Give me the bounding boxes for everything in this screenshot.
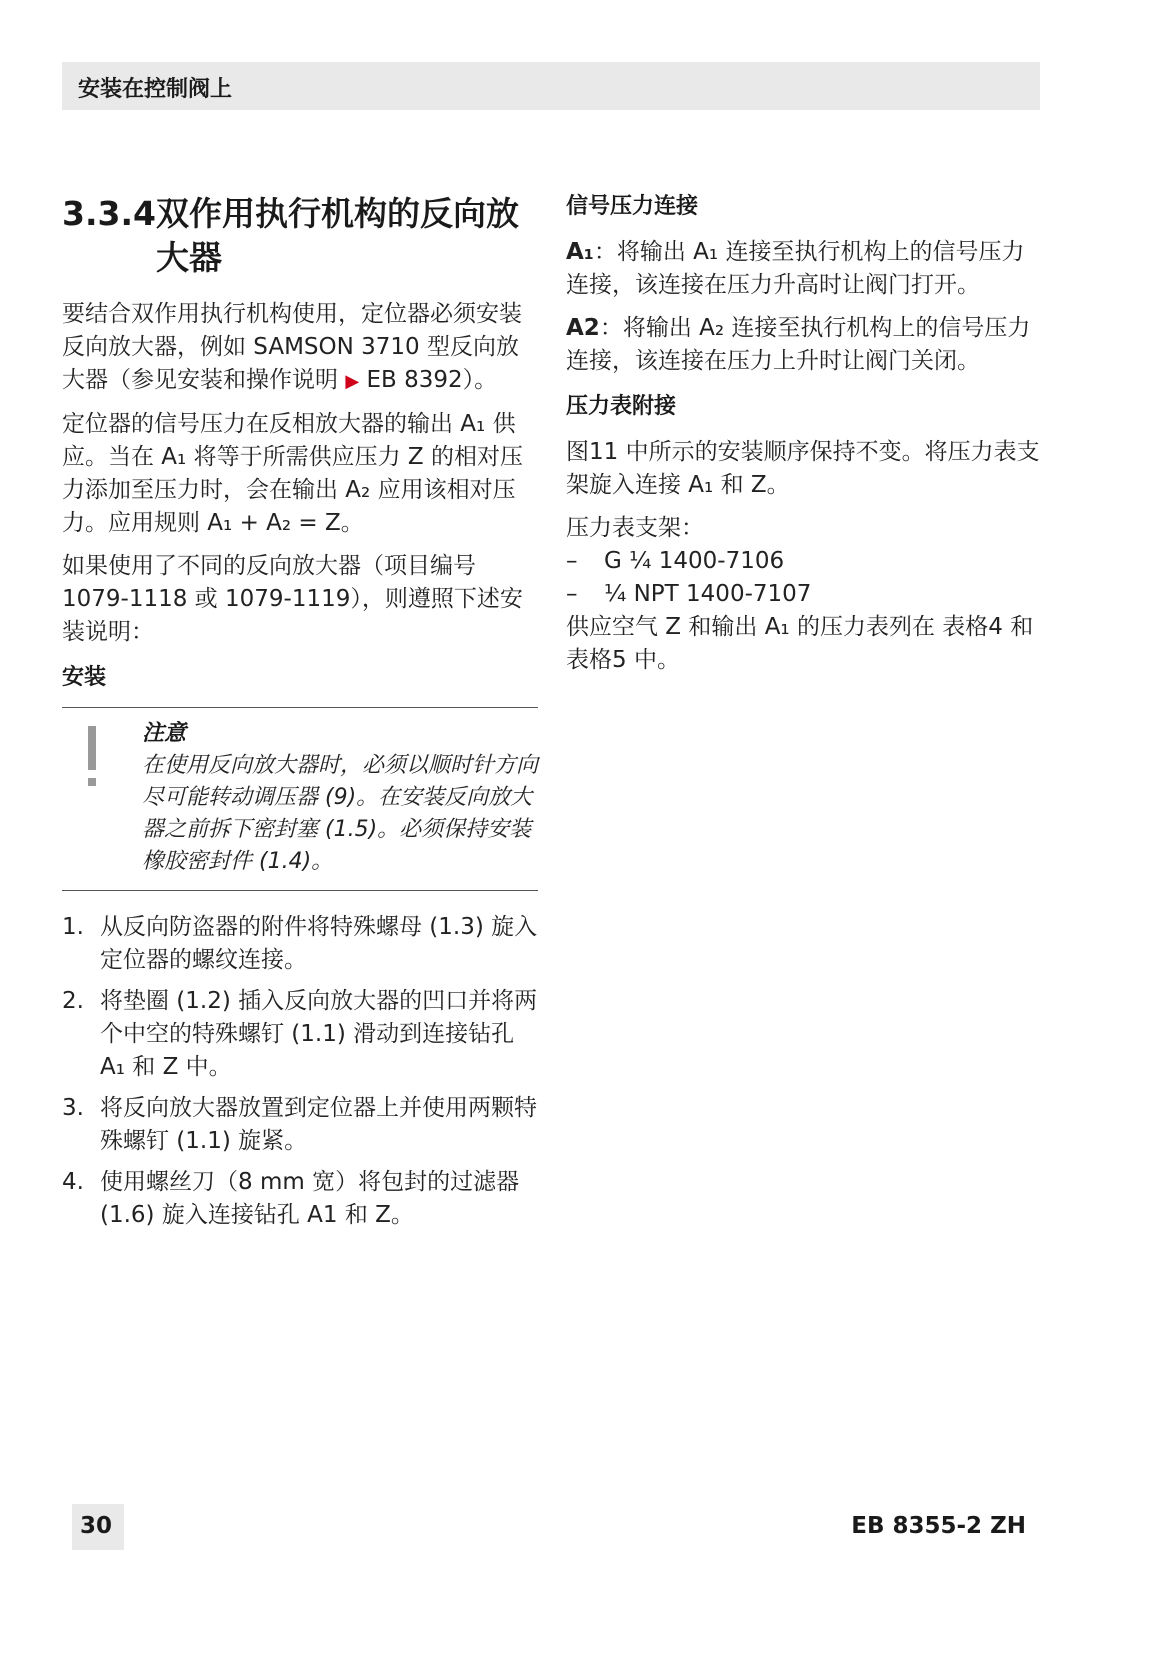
step-number: 2. [62, 988, 84, 1014]
step-item [62, 1166, 538, 1232]
intro-text-reference: EB 8392）。 [359, 367, 498, 393]
gauge-bracket-item [566, 545, 1042, 578]
signal-connection-heading: 信号压力连接 [566, 194, 699, 219]
left-column [62, 192, 538, 1240]
page-number-box [72, 1504, 124, 1550]
step-number: 4. [62, 1169, 84, 1195]
step-text: 使用螺丝刀（8 mm 宽）将包封的过滤器 (1.6) 旋入连接钻孔 A1 和 Z。 [100, 1169, 520, 1228]
section-title: 双作用执行机构的反向放大器 [156, 194, 519, 277]
a2-text: ：将输出 A₂ 连接至执行机构上的信号压力连接，该连接在压力上升时让阀门关闭。 [566, 315, 1031, 374]
section-heading [62, 192, 538, 280]
signal-pressure-paragraph: 定位器的信号压力在反相放大器的输出 A₁ 供应。当在 A₁ 将等于所需供应压力 Z 的相对压力添加至压力时，会在输出 A₂ 应用该相对压力。应用规则 A₁ + A₂ = Z。 [62, 411, 523, 536]
step-item [62, 985, 538, 1084]
step-text: 从反向防盗器的附件将特殊螺母 (1.3) 旋入定位器的螺纹连接。 [100, 914, 538, 973]
gauge-paragraph: 图11 中所示的安装顺序保持不变。将压力表支架旋入连接 A₁ 和 Z。 [566, 439, 1040, 498]
page-number: 30 [80, 1513, 113, 1539]
exclamation-icon [86, 726, 98, 790]
link-arrow-icon[interactable]: ▶ [345, 371, 360, 392]
step-text: 将反向放大器放置到定位器上并使用两颗特殊螺钉 (1.1) 旋紧。 [100, 1095, 537, 1154]
running-header [62, 62, 1040, 110]
notice-text: 在使用反向放大器时，必须以顺时针方向尽可能转动调压器 (9)。在安装反向放大器之前拆下密封塞 (1.5)。必须保持安装橡胶密封件 (1.4)。 [142, 753, 539, 874]
a1-label: A₁ [566, 239, 594, 265]
install-heading: 安装 [62, 665, 107, 690]
running-header-title: 安装在控制阀上 [78, 77, 233, 102]
gauge-bracket-text: ¼ NPT 1400-7107 [604, 581, 812, 607]
gauge-bracket-item [566, 578, 1042, 611]
step-item [62, 911, 538, 977]
section-number: 3.3.4 [62, 194, 156, 233]
document-code: EB 8355-2 ZH [851, 1513, 1026, 1539]
intro-text-before-link: 要结合双作用执行机构使用，定位器必须安装反向放大器，例如 SAMSON 3710 型反向放大器（参见安装和操作说明 [62, 301, 522, 393]
a2-label: A2 [566, 315, 600, 341]
dash-bullet: – [566, 581, 578, 607]
gauge-attachment-heading: 压力表附接 [566, 394, 677, 419]
notice-box [62, 707, 538, 891]
right-column [566, 192, 1042, 687]
step-text: 将垫圈 (1.2) 插入反向放大器的凹口并将两个中空的特殊螺钉 (1.1) 滑动到连接钻孔 A₁ 和 Z 中。 [100, 988, 538, 1080]
step-number: 1. [62, 914, 84, 940]
a1-paragraph [566, 236, 1042, 302]
notice-title: 注意 [142, 721, 187, 746]
step-item [62, 1092, 538, 1158]
dash-bullet: – [566, 548, 578, 574]
installation-steps [62, 911, 538, 1232]
intro-paragraph [62, 298, 538, 398]
a2-paragraph [566, 312, 1042, 378]
gauge-table-reference: 供应空气 Z 和输出 A₁ 的压力表列在 表格4 和表格5 中。 [566, 614, 1034, 673]
step-number: 3. [62, 1095, 84, 1121]
gauge-bracket-label: 压力表支架： [566, 515, 704, 541]
alternative-amplifier-paragraph: 如果使用了不同的反向放大器（项目编号 1079-1118 或 1079-1119），则遵照下述安装说明： [62, 553, 523, 645]
a1-text: ：将输出 A₁ 连接至执行机构上的信号压力连接，该连接在压力升高时让阀门打开。 [566, 239, 1025, 298]
gauge-bracket-text: G ¼ 1400-7106 [604, 548, 785, 574]
